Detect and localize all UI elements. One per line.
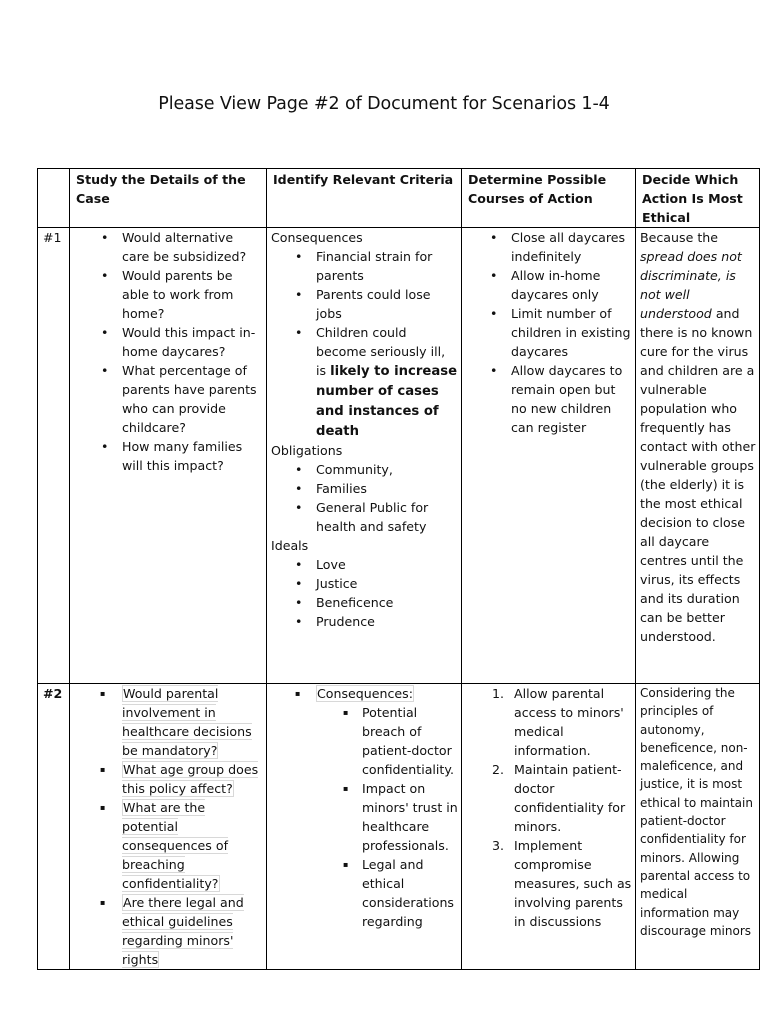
ethics-table <box>37 168 760 970</box>
list-item <box>74 684 263 760</box>
list-item-text: Would parental involvement in healthcare decisions be mandatory? <box>122 686 252 758</box>
item-text: Implement compromise measures, such as involving parents in discussions <box>514 838 632 929</box>
list-item: • How many families will this impact? <box>74 437 263 475</box>
criteria-cell <box>267 684 462 970</box>
actions-cell <box>462 684 636 970</box>
list-item: • Financial strain for parents <box>271 247 458 285</box>
item-number: 1. <box>492 686 505 701</box>
obligations-label: Obligations <box>271 443 343 458</box>
list-item <box>466 684 632 760</box>
list-item <box>271 323 458 441</box>
list-item: • Allow daycares to remain open but no new children can register <box>466 361 632 437</box>
children-text: Children could become seriously ill, is <box>316 325 446 378</box>
consequences-label: Consequences: <box>317 686 413 701</box>
list-item <box>74 893 263 969</box>
header-blank <box>38 169 70 228</box>
header-decide: Decide Which Action Is Most Ethical <box>636 169 760 228</box>
list-item-text: What age group does this policy affect? <box>122 762 259 796</box>
item-number: 3. <box>492 838 505 853</box>
header-row <box>38 169 760 228</box>
study-cell <box>70 684 267 970</box>
study-cell <box>70 228 267 684</box>
list-item: • Prudence <box>271 612 458 631</box>
list-item: • Limit number of children in existing daycares <box>466 304 632 361</box>
item-number: 2. <box>492 762 505 777</box>
header-identify: Identify Relevant Criteria <box>267 169 462 228</box>
list-item-text: Are there legal and ethical guidelines regarding minors' rights <box>122 895 244 967</box>
list-item <box>466 760 632 836</box>
page-title: Please View Page #2 of Document for Scenarios 1-4 <box>158 94 610 114</box>
list-item: • Would alternative care be subsidized? <box>74 228 263 266</box>
list-item <box>74 798 263 893</box>
list-item <box>74 760 263 798</box>
item-text: Allow parental access to minors' medical information. <box>514 686 624 758</box>
list-item: • Community, <box>271 460 458 479</box>
children-bold-text: likely to increase number of cases and instances of death <box>316 364 458 439</box>
criteria-cell <box>267 228 462 684</box>
list-item: • Beneficence <box>271 593 458 612</box>
list-item: • What percentage of parents have parents who can provide childcare? <box>74 361 263 437</box>
decision-text-b: and there is no known cure for the virus and children are a vulnerable population who frequently has contact with other vulnerable groups (the elderly) it is the most ethical decision to close all daycare centres until the virus, its effects and its duration can be better understood. <box>640 306 756 644</box>
header-determine: Determine Possible Courses of Action <box>462 169 636 228</box>
header-study: Study the Details of the Case <box>70 169 267 228</box>
actions-cell <box>462 228 636 684</box>
list-item: • Justice <box>271 574 458 593</box>
decision-cell <box>636 228 760 684</box>
list-item: • Families <box>271 479 458 498</box>
list-item <box>466 836 632 931</box>
decision-text-italic: spread does not discriminate, is not well understood <box>640 249 742 321</box>
list-item-text: What are the potential consequences of breaching confidentiality? <box>122 800 229 891</box>
decision-text-a: Because the <box>640 230 718 245</box>
consequences-label: Consequences <box>271 230 363 245</box>
table-row <box>38 684 760 970</box>
list-item: • Would parents be able to work from home? <box>74 266 263 323</box>
ideals-label: Ideals <box>271 538 309 553</box>
list-item: • Close all daycares indefinitely <box>466 228 632 266</box>
list-item: • Allow in-home daycares only <box>466 266 632 304</box>
list-item: • Parents could lose jobs <box>271 285 458 323</box>
list-item: ▪ Potential breach of patient-doctor confidentiality. <box>271 703 458 779</box>
list-item: ▪ Legal and ethical considerations regarding <box>271 855 458 931</box>
decision-cell: Considering the principles of autonomy, beneficence, non-maleficence, and justice, it is most ethical to maintain patient-doctor confidentiality for minors. Allowing parental access to medical information may discourage minors <box>636 684 760 970</box>
list-item: • Love <box>271 555 458 574</box>
item-text: Maintain patient-doctor confidentiality for minors. <box>514 762 626 834</box>
row-number: #2 <box>38 684 70 970</box>
list-item: • Would this impact in-home daycares? <box>74 323 263 361</box>
list-item: ▪ Impact on minors' trust in healthcare professionals. <box>271 779 458 855</box>
list-item <box>271 684 458 703</box>
table-row <box>38 228 760 684</box>
list-item: • General Public for health and safety <box>271 498 458 536</box>
row-number: #1 <box>38 228 70 684</box>
